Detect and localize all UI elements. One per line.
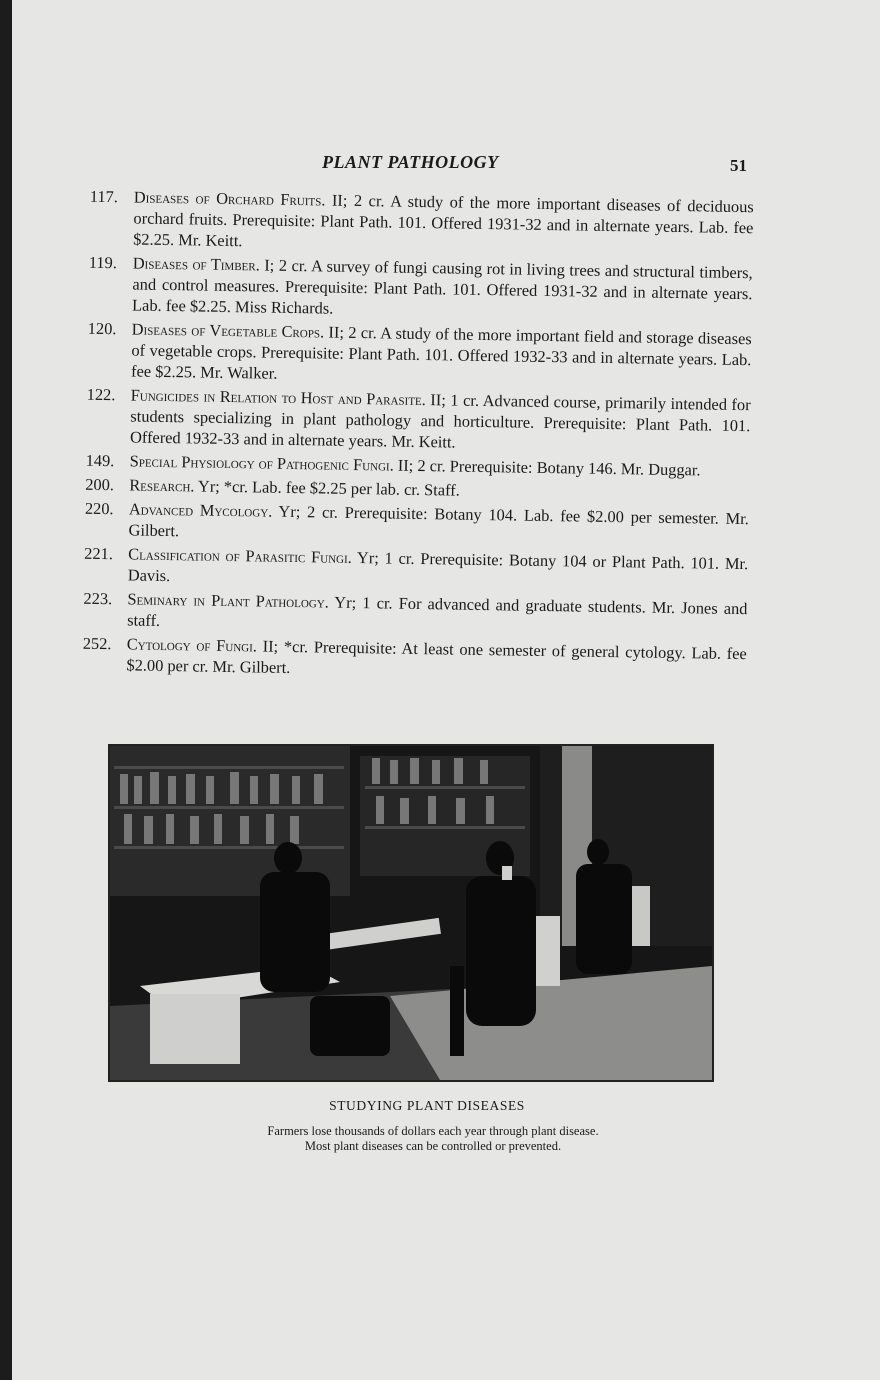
page-header [12, 148, 880, 178]
course-title: Research. [129, 475, 195, 496]
course-number: 221. [84, 543, 114, 564]
course-description: II; 2 cr. A study of the more important diseases of deciduous orchard fruits. Prerequisite: Plant Path. 101. Offered 1931-32 and in alternate years. Lab. fee $2.25. Mr. Keitt. [133, 190, 754, 251]
course-number: 120. [87, 318, 117, 339]
course-title: Diseases of Timber. [132, 253, 260, 275]
running-title: PLANT PATHOLOGY [322, 152, 499, 172]
caption-line: Farmers lose thousands of dollars each year through plant disease. [267, 1124, 599, 1138]
course-entry [82, 633, 747, 685]
course-title: Classification of Parasitic Fungi. [128, 544, 352, 567]
course-entry [84, 498, 750, 550]
course-entry [88, 252, 753, 325]
course-entry [84, 543, 749, 595]
course-description: Yr; 2 cr. Prerequisite: Botany 104. Lab. fee $2.00 per semester. Mr. Gilbert. [128, 501, 750, 541]
course-number: 117. [89, 186, 119, 207]
course-description: II; 1 cr. Advanced course, primarily intended for students specializing in plant pathology and horticulture. Prerequisite: Plant Path. 101. Offered 1932-33 and in alternate years. Mr. Keitt. [129, 390, 751, 452]
course-entry [83, 588, 748, 640]
course-number: 220. [84, 498, 114, 519]
course-number: 149. [85, 450, 115, 471]
course-title: Special Physiology of Pathogenic Fungi. [129, 451, 394, 475]
course-number: 252. [82, 633, 112, 654]
course-number: 119. [88, 252, 118, 273]
laboratory-photograph [108, 744, 714, 1082]
course-description: Yr; 1 cr. Prerequisite: Botany 104 or Plant Path. 101. Mr. Davis. [127, 547, 749, 586]
course-description: II; *cr. Prerequisite: At least one semester of general cytology. Lab. fee $2.00 per cr. Mr. Gilbert. [126, 636, 747, 677]
course-title: Fungicides in Relation to Host and Parasite. [130, 385, 426, 410]
course-number: 122. [86, 384, 116, 405]
laboratory-scene [110, 746, 712, 1080]
course-list [82, 186, 754, 688]
course-title: Diseases of Vegetable Crops. [131, 319, 325, 342]
course-description: II; 2 cr. Prerequisite: Botany 146. Mr. Duggar. [393, 455, 701, 480]
course-title: Diseases of Orchard Fruits. [133, 187, 326, 210]
course-description: Yr; *cr. Lab. fee $2.25 per lab. cr. Staff. [194, 476, 460, 500]
course-title: Cytology of Fungi. [126, 634, 258, 656]
course-title: Advanced Mycology. [128, 499, 273, 521]
figure-caption-title: STUDYING PLANT DISEASES [329, 1098, 525, 1113]
course-title: Seminary in Plant Pathology. [127, 589, 330, 612]
course-entry [86, 384, 751, 457]
caption-line: Most plant diseases can be controlled or prevented. [304, 1139, 562, 1153]
course-description: I; 2 cr. A survey of fungi causing rot in living trees and structural timbers, and control measures. Prerequisite: Plant Path. 101. Offered 1931-32 and in alternate years. Lab. fee $2.25. Miss Richards. [131, 255, 753, 318]
page [12, 0, 880, 1380]
course-number: 223. [83, 588, 113, 609]
course-entry [89, 186, 754, 259]
course-description: Yr; 1 cr. For advanced and graduate students. Mr. Jones and staff. [127, 592, 748, 630]
course-entry [87, 318, 752, 391]
course-number: 200. [85, 474, 115, 495]
course-description: II; 2 cr. A study of the more important field and storage diseases of vegetable crops. Prerequisite: Plant Path. 101. Offered 1932-33 and in alternate years. Lab. fee $2.25. Mr. Walker. [130, 322, 752, 383]
figure-caption [12, 1124, 854, 1154]
page-number: 51 [730, 156, 747, 175]
